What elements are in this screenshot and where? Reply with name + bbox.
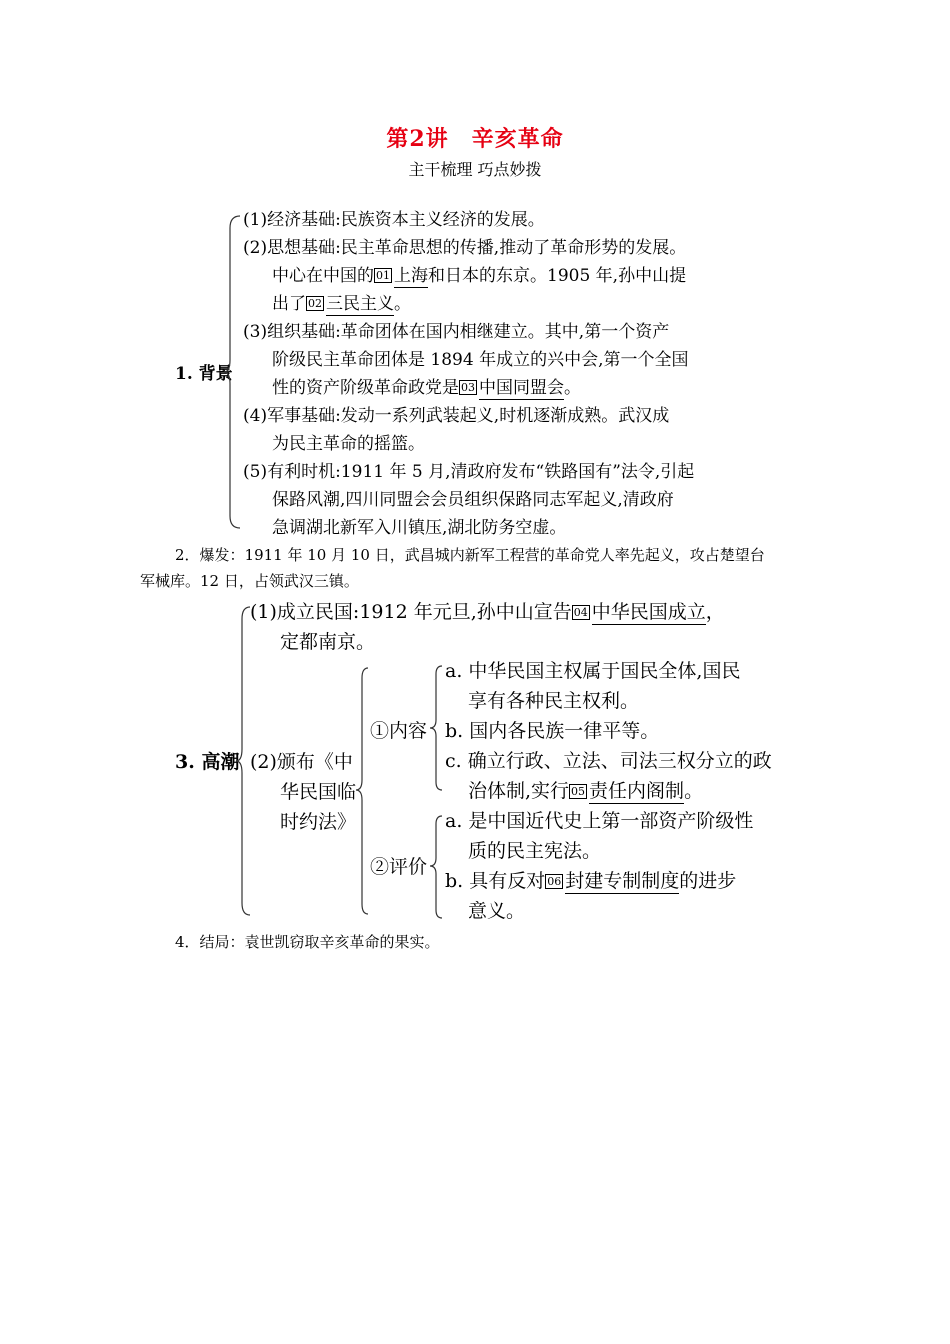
constitution-label-line-3: 时约法》 [280,811,357,833]
blank-number: 04 [573,606,588,619]
content-a-line-2: 享有各种民主权利。 [468,690,640,712]
blank-answer: 上海 [394,266,428,286]
evaluation-a-line-2: 质的民主宪法。 [468,840,602,862]
background-line-1: (1)经济基础:民族资本主义经济的发展。 [243,210,545,230]
evaluation-a-line-1: a. 是中国近代史上第一部资产阶级性 [445,810,754,832]
background-line-12: 急调湖北新军入川镇压,湖北防务空虚。 [272,518,567,538]
evaluation-b-line-1: b. 具有反对 06 封建专制制度的进步 [445,870,737,892]
blank-answer: 责任内阁制 [589,780,685,802]
content-a-line-1: a. 中华民国主权属于国民全体,国民 [445,660,741,682]
content-label: ①内容 [370,720,428,742]
content-b: b. 国内各民族一律平等。 [445,720,660,742]
blank-number: 01 [376,269,390,282]
blank-answer: 中华民国成立 [591,601,706,623]
content-brace [430,664,444,800]
content-c-line-2: 治体制,实行 05 责任内阁制。 [468,780,704,802]
result-line: 4．结局：袁世凯窃取辛亥革命的果实。 [175,933,440,951]
background-brace [224,214,244,532]
background-line-4: 出了 02 三民主义。 [272,294,411,314]
blank-answer: 三民主义 [326,294,394,314]
page-title: 第2讲 辛亥革命 [386,126,564,152]
blank-answer: 中国同盟会 [479,378,564,398]
background-line-9: 为民主革命的摇篮。 [272,434,425,454]
blank-number: 05 [571,785,586,798]
constitution-label-line-2: 华民国临 [280,781,357,803]
section-background-label: 1. 背景 [175,364,233,384]
blank-number: 06 [547,875,562,888]
climax-item-1-line-2: 定都南京。 [280,631,376,653]
outbreak-line-1: 2．爆发：1911 年 10 月 10 日，武昌城内新军工程营的革命党人率先起义，攻占楚望台 [175,546,765,564]
blank-number: 03 [461,381,475,394]
evaluation-b-line-2: 意义。 [468,900,526,922]
background-line-5: (3)组织基础:革命团体在国内相继建立。其中,第一个资产 [243,322,670,342]
outbreak-line-2: 军械库。12 日，占领武汉三镇。 [140,572,359,590]
background-line-2: (2)思想基础:民主革命思想的传播,推动了革命形势的发展。 [243,238,687,258]
page-subtitle: 主干梳理 巧点妙拨 [408,160,542,179]
evaluation-label: ②评价 [370,856,428,878]
blank-answer: 封建专制制度 [565,870,680,892]
background-line-10: (5)有利时机:1911 年 5 月,清政府发布“铁路国有”法令,引起 [243,462,695,482]
section-climax-label: 3. 高潮 [175,751,240,773]
content-c-line-1: c. 确立行政、立法、司法三权分立的政 [445,750,772,772]
background-line-11: 保路风潮,四川同盟会会员组织保路同志军起义,清政府 [272,490,674,510]
constitution-label-line-1: (2)颁布《中 [250,751,353,773]
background-line-6: 阶级民主革命团体是 1894 年成立的兴中会,第一个全国 [272,350,689,370]
background-line-7: 性的资产阶级革命政党是 03 中国同盟会。 [272,378,581,398]
climax-item-1-line-1: (1)成立民国:1912 年元旦,孙中山宣告 04 中华民国成立， [250,601,725,623]
background-line-3: 中心在中国的 01 上海和日本的东京。1905 年,孙中山提 [272,266,687,286]
background-line-8: (4)军事基础:发动一系列武装起义,时机逐渐成熟。武汉成 [243,406,670,426]
evaluation-brace [430,814,444,924]
constitution-brace [356,666,370,920]
blank-number: 02 [308,297,322,310]
